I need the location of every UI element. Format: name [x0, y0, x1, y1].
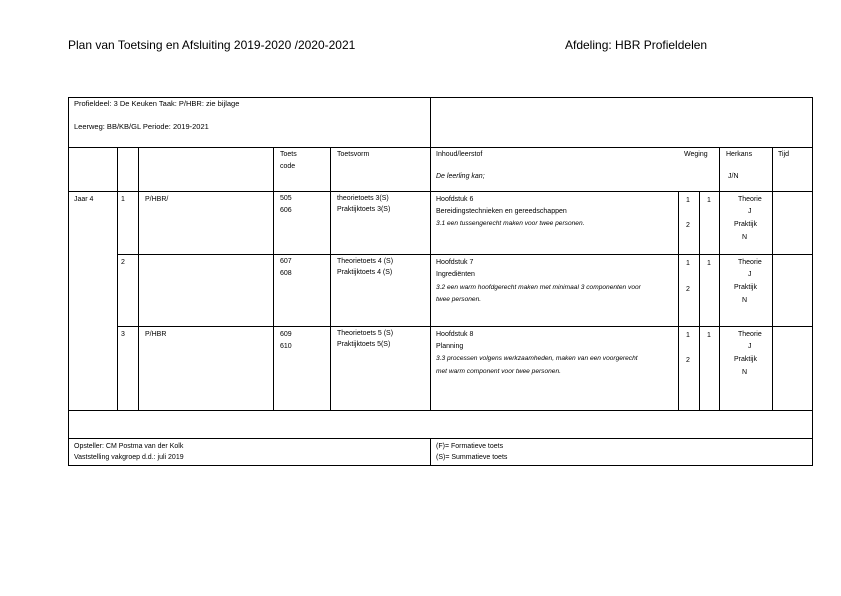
- page-title: Plan van Toetsing en Afsluiting 2019-2020 /2020-2021: [68, 38, 356, 52]
- test-code: 609: [280, 331, 292, 338]
- herkans-value: Theorie: [738, 331, 762, 338]
- weight-value: 2: [686, 286, 690, 293]
- weight-value: 1: [686, 260, 690, 267]
- goal-line: met warm component voor twee personen.: [436, 368, 561, 375]
- herkans-value: J: [748, 271, 752, 278]
- weight-value: 2: [686, 222, 690, 229]
- profile-line: Profieldeel: 3 De Keuken Taak: P/HBR: zie bijlage: [74, 99, 240, 108]
- test-code: 606: [280, 207, 292, 214]
- herkans-value: J: [748, 208, 752, 215]
- test-form: theorietoets 3(S): [337, 195, 389, 202]
- herkans-value: Praktijk: [734, 284, 757, 291]
- header-weging: Weging: [684, 151, 708, 158]
- herkans-value: Praktijk: [734, 221, 757, 228]
- test-form: Praktijktoets 4 (S): [337, 269, 393, 276]
- row-code: P/HBR/: [145, 196, 169, 203]
- herkans-value: Theorie: [738, 196, 762, 203]
- header-jn: J/N: [728, 173, 739, 180]
- content-line: Ingrediënten: [436, 271, 475, 278]
- header-toets: Toets: [280, 151, 297, 158]
- test-code: 505: [280, 195, 292, 202]
- header-leerling: De leerling kan;: [436, 173, 485, 180]
- herkans-value: N: [742, 234, 748, 241]
- header-toetsvorm: Toetsvorm: [337, 151, 370, 158]
- test-form: Praktijktoets 3(S): [337, 206, 391, 213]
- test-form: Praktijktoets 5(S): [337, 341, 391, 348]
- goal-line: 3.3 processen volgens werkzaamheden, maken van een voorgerecht: [436, 355, 638, 362]
- weight-value: 1: [686, 197, 690, 204]
- row-code: P/HBR: [145, 331, 167, 338]
- weight-value: 1: [707, 197, 711, 204]
- department-title: Afdeling: HBR Profieldelen: [565, 38, 708, 52]
- content-line: Hoofdstuk 6: [436, 196, 474, 203]
- goal-line: 3.1 een tussengerecht maken voor twee personen.: [436, 220, 585, 227]
- goal-line: 3.2 een warm hoofdgerecht maken met minimaal 3 componenten voor: [436, 284, 641, 291]
- herkans-value: Praktijk: [734, 356, 757, 363]
- herkans-value: N: [742, 369, 748, 376]
- weight-value: 2: [686, 357, 690, 364]
- content-line: Bereidingstechnieken en gereedschappen: [436, 208, 567, 215]
- row-number: 2: [121, 259, 125, 266]
- weight-value: 1: [686, 332, 690, 339]
- test-form: Theorietoets 5 (S): [337, 330, 394, 337]
- header-herkans: Herkans: [726, 151, 753, 158]
- content-line: Hoofdstuk 8: [436, 331, 474, 338]
- row-number: 3: [121, 331, 125, 338]
- herkans-value: Theorie: [738, 259, 762, 266]
- track-line: Leerweg: BB/KB/GL Periode: 2019-2021: [74, 122, 209, 131]
- content-line: Planning: [436, 343, 464, 350]
- footer-formative: (F)= Formatieve toets: [436, 443, 504, 450]
- test-code: 608: [280, 270, 292, 277]
- herkans-value: N: [742, 297, 748, 304]
- herkans-value: J: [748, 343, 752, 350]
- goal-line: twee personen.: [436, 296, 482, 303]
- footer-summative: (S)= Summatieve toets: [436, 454, 508, 461]
- weight-value: 1: [707, 332, 711, 339]
- test-form: Theorietoets 4 (S): [337, 258, 394, 265]
- header-code: code: [280, 163, 296, 170]
- footer-approval: Vaststelling vakgroep d.d.: juli 2019: [74, 454, 184, 461]
- test-code: 610: [280, 343, 292, 350]
- row-number: 1: [121, 196, 125, 203]
- content-line: Hoofdstuk 7: [436, 259, 474, 266]
- test-code: 607: [280, 258, 292, 265]
- footer-author: Opsteller: CM Postma van der Kolk: [74, 443, 184, 450]
- weight-value: 1: [707, 260, 711, 267]
- year-label: Jaar 4: [74, 196, 94, 203]
- header-inhoud: Inhoud/leerstof: [436, 151, 483, 158]
- header-tijd: Tijd: [778, 151, 790, 158]
